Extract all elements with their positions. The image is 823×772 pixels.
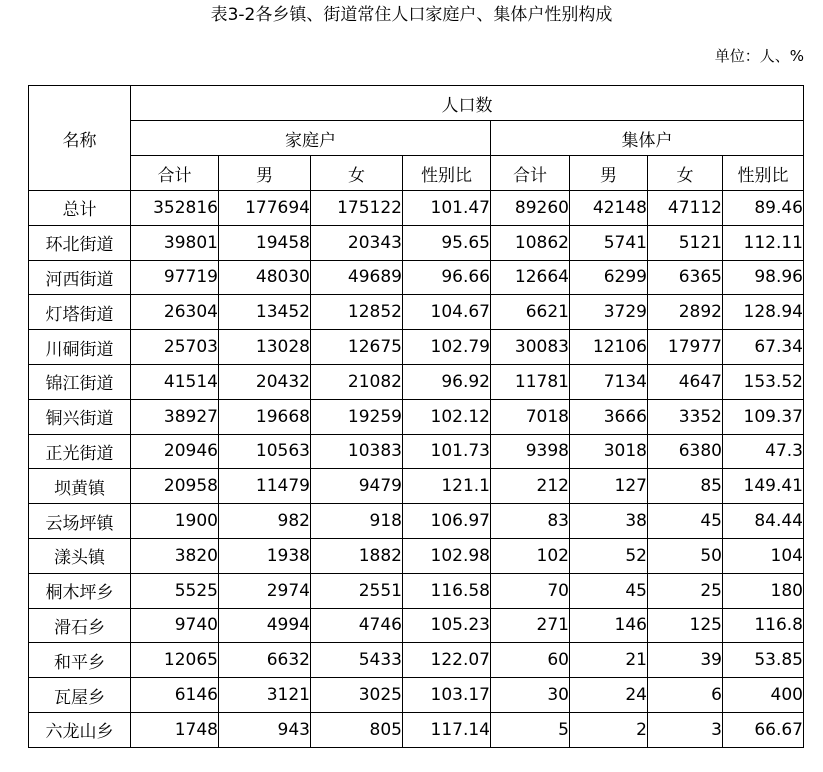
table-body	[29, 191, 804, 748]
table-cell: 83	[491, 504, 570, 539]
table-cell: 7134	[570, 364, 648, 399]
table-cell: 918	[311, 504, 403, 539]
table-cell: 5433	[311, 643, 403, 678]
table-cell: 212	[491, 469, 570, 504]
table-cell: 26304	[131, 295, 219, 330]
table-cell: 2892	[648, 295, 723, 330]
table-cell: 89260	[491, 191, 570, 226]
table-cell: 2551	[311, 573, 403, 608]
table-cell: 6299	[570, 260, 648, 295]
row-name: 川硐街道	[29, 330, 131, 365]
table-row	[29, 399, 804, 434]
table-cell: 53.85	[723, 643, 804, 678]
table-cell: 3	[648, 712, 723, 747]
header-collective-total: 合计	[491, 156, 570, 191]
table-cell: 146	[570, 608, 648, 643]
table-cell: 101.73	[403, 434, 491, 469]
table-cell: 117.14	[403, 712, 491, 747]
table-title: 表3-2各乡镇、街道常住人口家庭户、集体户性别构成	[210, 5, 613, 25]
table-row	[29, 225, 804, 260]
table-cell: 20432	[219, 364, 311, 399]
table-cell: 116.8	[723, 608, 804, 643]
table-cell: 20343	[311, 225, 403, 260]
row-name: 漾头镇	[29, 538, 131, 573]
table-row	[29, 504, 804, 539]
table-cell: 39	[648, 643, 723, 678]
table-cell: 3820	[131, 538, 219, 573]
table-cell: 3352	[648, 399, 723, 434]
table-cell: 9398	[491, 434, 570, 469]
table-cell: 5741	[570, 225, 648, 260]
header-name: 名称	[29, 86, 131, 191]
header-collective-sex-ratio: 性别比	[723, 156, 804, 191]
table-row	[29, 364, 804, 399]
row-name: 灯塔街道	[29, 295, 131, 330]
table-cell: 39801	[131, 225, 219, 260]
header-household: 家庭户	[131, 121, 491, 156]
table-cell: 6621	[491, 295, 570, 330]
table-cell: 50	[648, 538, 723, 573]
table-cell: 3666	[570, 399, 648, 434]
table-cell: 2	[570, 712, 648, 747]
table-cell: 3121	[219, 678, 311, 713]
table-cell: 982	[219, 504, 311, 539]
table-cell: 400	[723, 678, 804, 713]
row-name: 正光街道	[29, 434, 131, 469]
table-cell: 102.79	[403, 330, 491, 365]
table-cell: 11781	[491, 364, 570, 399]
table-cell: 30	[491, 678, 570, 713]
table-cell: 42148	[570, 191, 648, 226]
table-cell: 128.94	[723, 295, 804, 330]
table-cell: 10383	[311, 434, 403, 469]
table-cell: 177694	[219, 191, 311, 226]
table-cell: 84.44	[723, 504, 804, 539]
table-cell: 17977	[648, 330, 723, 365]
table-cell: 97719	[131, 260, 219, 295]
header-household-female: 女	[311, 156, 403, 191]
table-cell: 38	[570, 504, 648, 539]
table-cell: 30083	[491, 330, 570, 365]
table-cell: 41514	[131, 364, 219, 399]
table-row	[29, 191, 804, 226]
table-cell: 3018	[570, 434, 648, 469]
table-cell: 102.12	[403, 399, 491, 434]
table-cell: 13028	[219, 330, 311, 365]
table-cell: 9740	[131, 608, 219, 643]
table-cell: 106.97	[403, 504, 491, 539]
population-table	[28, 85, 804, 748]
row-name: 滑石乡	[29, 608, 131, 643]
table-cell: 4746	[311, 608, 403, 643]
table-cell: 175122	[311, 191, 403, 226]
table-cell: 45	[570, 573, 648, 608]
table-cell: 125	[648, 608, 723, 643]
table-row	[29, 469, 804, 504]
header-household-male: 男	[219, 156, 311, 191]
header-household-total: 合计	[131, 156, 219, 191]
table-row	[29, 678, 804, 713]
row-name: 桐木坪乡	[29, 573, 131, 608]
table-cell: 105.23	[403, 608, 491, 643]
row-name: 六龙山乡	[29, 712, 131, 747]
row-name: 瓦屋乡	[29, 678, 131, 713]
table-cell: 38927	[131, 399, 219, 434]
row-name: 铜兴街道	[29, 399, 131, 434]
table-cell: 3729	[570, 295, 648, 330]
table-cell: 48030	[219, 260, 311, 295]
table-row	[29, 260, 804, 295]
header-collective: 集体户	[491, 121, 804, 156]
table-cell: 11479	[219, 469, 311, 504]
table-cell: 180	[723, 573, 804, 608]
table-row	[29, 643, 804, 678]
table-cell: 95.65	[403, 225, 491, 260]
table-cell: 25703	[131, 330, 219, 365]
header-population: 人口数	[131, 86, 804, 121]
table-cell: 2974	[219, 573, 311, 608]
table-cell: 805	[311, 712, 403, 747]
table-cell: 103.17	[403, 678, 491, 713]
table-cell: 943	[219, 712, 311, 747]
table-cell: 47.3	[723, 434, 804, 469]
row-name: 云场坪镇	[29, 504, 131, 539]
row-name: 锦江街道	[29, 364, 131, 399]
table-cell: 6632	[219, 643, 311, 678]
table-cell: 21	[570, 643, 648, 678]
table-cell: 12852	[311, 295, 403, 330]
table-row	[29, 573, 804, 608]
table-cell: 271	[491, 608, 570, 643]
table-cell: 9479	[311, 469, 403, 504]
table-cell: 70	[491, 573, 570, 608]
table-row	[29, 434, 804, 469]
table-cell: 121.1	[403, 469, 491, 504]
table-row	[29, 608, 804, 643]
table-cell: 19259	[311, 399, 403, 434]
table-cell: 6146	[131, 678, 219, 713]
table-cell: 7018	[491, 399, 570, 434]
row-name: 河西街道	[29, 260, 131, 295]
row-name: 环北街道	[29, 225, 131, 260]
table-cell: 102.98	[403, 538, 491, 573]
table-cell: 112.11	[723, 225, 804, 260]
table-cell: 12065	[131, 643, 219, 678]
table-cell: 52	[570, 538, 648, 573]
table-cell: 67.34	[723, 330, 804, 365]
table-cell: 4647	[648, 364, 723, 399]
table-cell: 109.37	[723, 399, 804, 434]
table-cell: 352816	[131, 191, 219, 226]
table-cell: 96.92	[403, 364, 491, 399]
table-cell: 122.07	[403, 643, 491, 678]
table-cell: 19458	[219, 225, 311, 260]
table-cell: 1938	[219, 538, 311, 573]
table-cell: 153.52	[723, 364, 804, 399]
table-cell: 98.96	[723, 260, 804, 295]
table-cell: 66.67	[723, 712, 804, 747]
table-cell: 24	[570, 678, 648, 713]
table-cell: 3025	[311, 678, 403, 713]
row-name: 总计	[29, 191, 131, 226]
table-cell: 104.67	[403, 295, 491, 330]
table-cell: 12664	[491, 260, 570, 295]
header-collective-female: 女	[648, 156, 723, 191]
table-cell: 45	[648, 504, 723, 539]
row-name: 坝黄镇	[29, 469, 131, 504]
table-cell: 1900	[131, 504, 219, 539]
table-cell: 5	[491, 712, 570, 747]
table-cell: 13452	[219, 295, 311, 330]
unit-label: 单位：人、%	[714, 47, 804, 65]
table-cell: 12106	[570, 330, 648, 365]
table-cell: 20958	[131, 469, 219, 504]
header-collective-male: 男	[570, 156, 648, 191]
table-cell: 85	[648, 469, 723, 504]
table-cell: 60	[491, 643, 570, 678]
table-cell: 6380	[648, 434, 723, 469]
table-cell: 4994	[219, 608, 311, 643]
table-row	[29, 295, 804, 330]
table-cell: 1748	[131, 712, 219, 747]
table-cell: 5121	[648, 225, 723, 260]
table-row	[29, 538, 804, 573]
table-cell: 10563	[219, 434, 311, 469]
table-cell: 89.46	[723, 191, 804, 226]
table-cell: 10862	[491, 225, 570, 260]
table-cell: 49689	[311, 260, 403, 295]
table-row	[29, 330, 804, 365]
table-cell: 6365	[648, 260, 723, 295]
table-row	[29, 712, 804, 747]
table-cell: 21082	[311, 364, 403, 399]
table-cell: 25	[648, 573, 723, 608]
table-cell: 127	[570, 469, 648, 504]
table-cell: 149.41	[723, 469, 804, 504]
header-household-sex-ratio: 性别比	[403, 156, 491, 191]
table-cell: 96.66	[403, 260, 491, 295]
table-cell: 20946	[131, 434, 219, 469]
table-cell: 19668	[219, 399, 311, 434]
table-cell: 116.58	[403, 573, 491, 608]
table-cell: 101.47	[403, 191, 491, 226]
table-cell: 12675	[311, 330, 403, 365]
table-cell: 102	[491, 538, 570, 573]
table-cell: 104	[723, 538, 804, 573]
table-cell: 47112	[648, 191, 723, 226]
table-cell: 6	[648, 678, 723, 713]
table-cell: 1882	[311, 538, 403, 573]
row-name: 和平乡	[29, 643, 131, 678]
table-cell: 5525	[131, 573, 219, 608]
